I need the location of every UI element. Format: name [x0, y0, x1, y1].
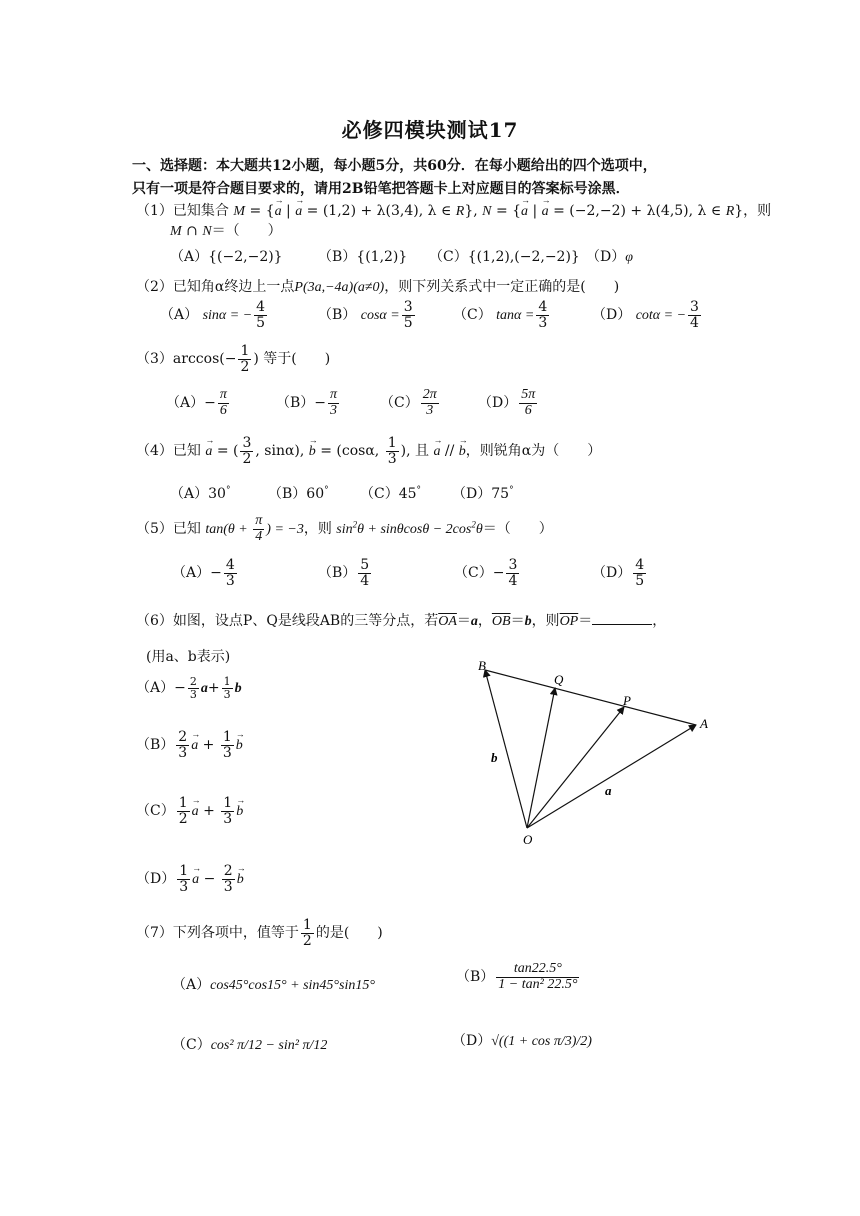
option-2b[interactable]: （B） cosα = $\frac{3}{5}$	[318, 299, 413, 331]
option-7c[interactable]: （C）cos² π/12 − sin² π/12	[172, 1037, 328, 1053]
section-heading-line2: 只有一项是符合题目要求的，请用2B铅笔把答题卡上对应题目的答案标号涂黑．	[132, 181, 630, 197]
option-1a[interactable]: （A）{(−2,−2)}	[170, 249, 283, 265]
option-4d[interactable]: （D）75°	[452, 485, 514, 502]
option-1c[interactable]: （C）{(1,2),(−2,−2)}	[429, 249, 580, 265]
option-5c[interactable]: （C）− $\frac{3}{4}$	[454, 557, 518, 589]
option-7b[interactable]: （B） $\frac{\tan 22.5^\circ}{\text{1 − tan² 22.5°}}$	[456, 961, 578, 992]
question-number: （1）	[136, 203, 173, 219]
question-2-stem: （2）已知角α终边上一点P(3a,−4a)(a≠0)，则下列关系式中一定正确的是( )	[136, 279, 620, 295]
label-p-point: P	[623, 693, 631, 708]
page-title: 必修四模块测试17	[341, 118, 519, 142]
option-6c[interactable]: （C） $\frac{1}{2}$ a → + $\frac{1}{3}$ b →	[136, 796, 243, 826]
option-2a[interactable]: （A） sinα = − $\frac{4}{5}$	[160, 299, 266, 331]
label-o-point: O	[523, 832, 533, 847]
option-7d[interactable]: （D）√((1 + cos π/3)/2)	[452, 1033, 592, 1049]
option-3a[interactable]: （A）− $\frac{\pi}{6}$	[166, 387, 227, 418]
label-vector-b: b	[491, 750, 498, 765]
option-5b[interactable]: （B） $\frac{5}{4}$	[318, 557, 370, 589]
option-1d[interactable]: （D）φ	[586, 249, 633, 265]
question-3-stem: （3）arccos(− $\frac{1}{2}$ ) 等于( )	[136, 343, 331, 375]
option-3d[interactable]: （D） $\frac{5\pi}{6}$	[478, 387, 536, 418]
option-4a[interactable]: （A）30°	[170, 485, 231, 502]
label-b-point: B	[478, 658, 486, 673]
vector-ob	[485, 670, 527, 828]
label-a-point: A	[700, 716, 708, 731]
option-3c[interactable]: （C） $\frac{2\pi}{3}$	[380, 387, 437, 418]
label-q-point: Q	[554, 672, 564, 687]
vector-oq	[527, 688, 555, 828]
question-4-stem: （4）已知 a → = ( $\frac{3}{2}$ , sinα), b → = (cosα, $\frac{1}{3}$ ), 且 a → // b →，则锐角α为（ ）	[136, 436, 601, 466]
option-5a[interactable]: （A）− $\frac{4}{3}$	[172, 557, 235, 589]
vector-op	[527, 707, 624, 828]
option-5d[interactable]: （D） $\frac{4}{5}$	[592, 557, 645, 589]
question-text: 已知集合	[172, 203, 229, 219]
option-6a[interactable]: （A）− $\frac{2}{3}$ a+ $\frac{1}{3}$ b	[136, 675, 242, 701]
option-2d[interactable]: （D） cotα = − $\frac{3}{4}$	[592, 299, 699, 331]
question-text-tail: ，则	[743, 203, 772, 219]
option-4b[interactable]: （B）60°	[268, 485, 329, 502]
option-3b[interactable]: （B）− $\frac{\pi}{3}$	[276, 387, 338, 418]
label-vector-a: a	[605, 783, 612, 798]
option-7a[interactable]: （A）cos45°cos15° + sin45°sin15°	[172, 977, 375, 993]
option-6d[interactable]: （D） $\frac{1}{3}$ a → − $\frac{2}{3}$ b →	[136, 864, 244, 894]
question-7-stem: （7）下列各项中，值等于 $\frac{1}{2}$ 的是( )	[136, 917, 383, 949]
segment-ab	[485, 670, 696, 725]
question-1-stem: （1）已知集合 M = {a → | a → = (1,2) + λ(3,4), λ ∈ R}, N = {a → | a → = (−2,−2) + λ(4,5), λ ∈ R}，则	[136, 200, 771, 220]
question-6-stem: （6）如图，设点P、Q是线段AB的三等分点，若$\overline{OA}=a$，$\overline{OB}=b$，则$\overline{OP}=$ ，	[136, 613, 667, 629]
question-6-hint: (用a、b表示)	[146, 649, 231, 665]
option-6b[interactable]: （B） $\frac{2}{3}$ a → + $\frac{1}{3}$ b →	[136, 730, 243, 760]
option-2c[interactable]: （C） tanα = $\frac{4}{3}$	[453, 299, 548, 331]
vector-oa	[527, 725, 696, 828]
question-5-stem: （5）已知 tan(θ + $\frac{\pi}{4}$ ) = −3，则 $\sin^2\theta + \sin\theta\cos\theta - 2\cos^2\theta=$（ ）	[136, 513, 553, 544]
vector-figure	[460, 650, 720, 850]
section-heading-line1: 一、选择题：本大题共12小题，每小题5分，共60分．在每小题给出的四个选项中，	[132, 158, 657, 174]
option-1b[interactable]: （B）{(1,2)}	[318, 249, 408, 265]
question-1-stem-line2: M ∩ N＝（ ）	[170, 223, 282, 239]
option-4c[interactable]: （C）45°	[360, 485, 422, 502]
